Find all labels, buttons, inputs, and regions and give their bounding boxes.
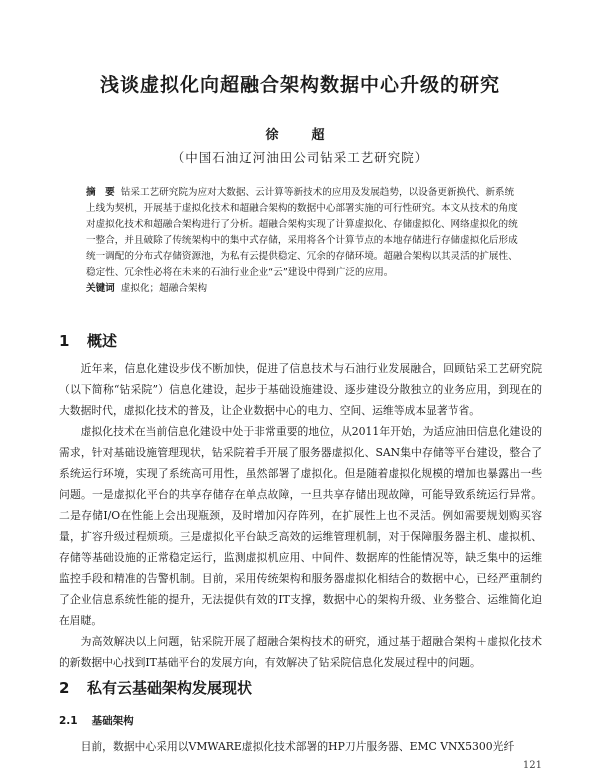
subsection-2-1-body <box>59 736 542 757</box>
subsection-title: 基础架构 <box>91 715 134 727</box>
keywords-label: 关键词 <box>86 283 115 294</box>
abstract-text-row <box>86 185 520 281</box>
body-paragraph: 目前，数据中心采用以VMWARE虚拟化技术部署的HP刀片服务器、EMC VNX5300光纤 <box>80 740 515 753</box>
page-number: 121 <box>522 760 542 771</box>
body-paragraph: 为高效解决以上问题，钻采院开展了超融合架构技术的研究，通过基于超融合架构＋虚拟化技术的新数据中心找到IT基础平台的发展方向，有效解决了钻采院信息化发展过程中的问题。 <box>59 635 542 669</box>
keywords-text: 虚拟化；超融合架构 <box>120 283 208 294</box>
section-number: 2 <box>59 679 70 697</box>
section-number: 1 <box>59 332 70 350</box>
abstract-block <box>86 185 520 297</box>
section-1-body <box>59 358 542 673</box>
paper-title: 浅谈虚拟化向超融合架构数据中心升级的研究 <box>99 74 500 96</box>
keywords-row <box>86 281 520 297</box>
body-paragraph: 虚拟化技术在当前信息化建设中处于非常重要的地位，从2011年开始，为适应油田信息化建设的需求，针对基础设施管理现状，钻采院着手开展了服务器虚拟化、SAN集中存储等平台建设，整合了系统运行环境，实现了系统高可用性，虽然部署了虚拟化。但是随着虚拟化规模的增加也暴露出一些问题。一是虚拟化平台的共享存储存在单点故障，一旦共享存储出现故障，可能导致系统运行异常。二是存储I/O在性能上会出现瓶颈，及时增加闪存阵列，在扩展性上也不灵活。例如需要规划购买容量，扩容升级过程烦琐。三是虚拟化平台缺乏高效的运维管理机制，对于保障服务器主机、虚拟机、存储等基础设施的正常稳定运行，监测虚拟机应用、中间件、数据库的性能情况等，缺乏集中的运维监控手段和精准的告警机制。目前，采用传统架构和服务器虚拟化相结合的数据中心，已经严重制约了企业信息系统性能的提升，无法提供有效的IT支撑，数据中心的架构升级、业务整合、运维简化迫在眉睫。 <box>59 425 542 627</box>
paper-author: 徐 超 <box>265 128 335 143</box>
subsection-heading-2-1 <box>59 713 134 728</box>
section-heading-2 <box>59 677 252 698</box>
paper-affiliation: （中国石油辽河油田公司钻采工艺研究院） <box>171 150 429 165</box>
body-paragraph: 近年来，信息化建设步伐不断加快，促进了信息技术与石油行业发展融合，回顾钻采工艺研究院（以下简称“钻采院”）信息化建设，起步于基础设施建设、逐步建设分散独立的业务应用，到现在的大数据时代，虚拟化技术的普及，让企业数据中心的电力、空间、运维等成本显著节省。 <box>59 362 542 417</box>
section-heading-1 <box>59 330 117 351</box>
abstract-text: 钻采工艺研究院为应对大数据、云计算等新技术的应用及发展趋势，以设备更新换代、新系统上线为契机，开展基于虚拟化技术和超融合架构的数据中心部署实施的可行性研究。本文从技术的角度对虚拟化技术和超融合架构进行了分析。超融合架构实现了计算虚拟化、存储虚拟化、网络虚拟化的统一整合，并且破除了传统架构中的集中式存储，采用将各个计算节点的本地存储进行存储虚拟化后形成统一调配的分布式存储资源池，为私有云提供稳定、冗余的存储环境。超融合架构以其灵活的扩展性、稳定性、冗余性必将在未来的石油行业企业“云”建设中得到广泛的应用。 <box>86 187 518 278</box>
section-title: 私有云基础架构发展现状 <box>87 679 253 697</box>
abstract-label: 摘 要 <box>86 187 115 198</box>
subsection-number: 2.1 <box>59 715 78 727</box>
section-title: 概述 <box>87 332 118 350</box>
